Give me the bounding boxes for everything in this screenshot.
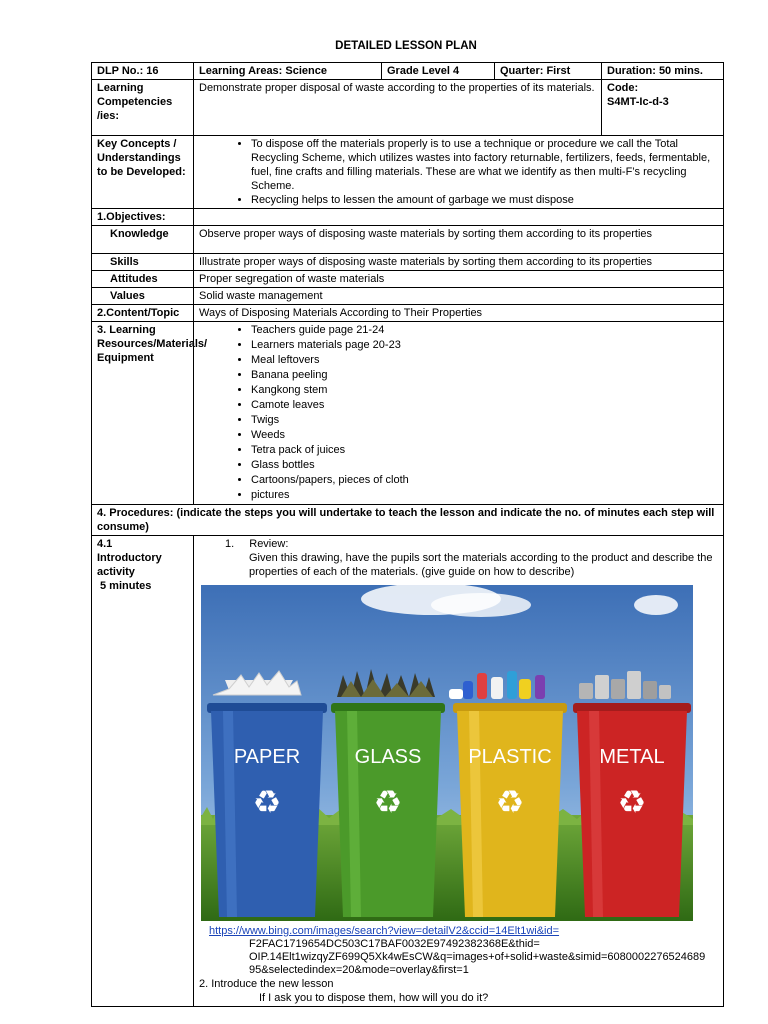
code-label: Code: xyxy=(607,82,639,94)
attitudes-row xyxy=(92,271,724,288)
resources-row xyxy=(92,322,724,505)
content-label: 2.Content/Topic xyxy=(92,305,194,322)
recycling-bins-image xyxy=(201,585,693,921)
key-concepts-label: Key Concepts / Understandings to be Developed: xyxy=(92,136,194,209)
image-source xyxy=(199,925,718,977)
list-item: • Tetra pack of juices xyxy=(251,443,718,458)
competencies-text: Demonstrate proper disposal of waste according to the properties of its materials. xyxy=(194,80,602,136)
intro-minutes: 5 minutes xyxy=(100,580,152,592)
image-source-link[interactable]: https://www.bing.com/images/search?view=detailV2&ccid=14Elt1wi&id= xyxy=(209,925,560,937)
resources-label: 3. Learning Resources/Materials/ Equipment xyxy=(92,322,194,505)
values-text: Solid waste management xyxy=(194,288,724,305)
list-item: • Learners materials page 20-23 xyxy=(251,338,718,353)
list-item: • Kangkong stem xyxy=(251,383,718,398)
recycle-icon: ♻ xyxy=(617,783,647,821)
skills-text: Illustrate proper ways of disposing waste materials by sorting them according to its properties xyxy=(194,254,724,271)
header-row xyxy=(92,63,724,80)
glass-bin-label: GLASS xyxy=(354,746,422,768)
metal-bin-label: METAL xyxy=(599,746,665,768)
list-item: • To dispose off the materials properly is to use a technique or procedure we call the Total Recycling Scheme, which utilizes wastes into factory returnable, fertilizers, feeds, fermentable, fuel, fine crafts and filling materials. These are what we identify as then multi-F’s recycling Scheme. xyxy=(251,137,718,193)
list-item: • Banana peeling xyxy=(251,368,718,383)
step-2: 2. Introduce the new lesson xyxy=(199,978,334,990)
values-row xyxy=(92,288,724,305)
list-item: • Cartoons/papers, pieces of cloth xyxy=(251,473,718,488)
intro-row xyxy=(92,536,724,1007)
recycle-icon: ♻ xyxy=(252,783,282,821)
attitudes-label: Attitudes xyxy=(92,271,194,288)
resources-list xyxy=(199,323,718,503)
objectives-row xyxy=(92,209,724,226)
review-number: 1. xyxy=(225,538,235,550)
competencies-label: Learning Competencies /ies: xyxy=(92,80,194,136)
objectives-label: 1.Objectives: xyxy=(92,209,194,226)
intro-content-cell xyxy=(194,536,724,1007)
procedures-row xyxy=(92,505,724,536)
content-row xyxy=(92,305,724,322)
key-concepts-cell xyxy=(194,136,724,209)
code-value: S4MT-Ic-d-3 xyxy=(607,96,669,108)
skills-row xyxy=(92,254,724,271)
list-item: • Glass bottles xyxy=(251,458,718,473)
knowledge-row xyxy=(92,226,724,254)
key-concepts-row xyxy=(92,136,724,209)
procedures-label: 4. Procedures: (indicate the steps you will undertake to teach the lesson and indicate the no. of minutes each step will consume) xyxy=(92,505,724,536)
intro-label: 4.1 Introductory activity xyxy=(97,538,162,578)
knowledge-text: Observe proper ways of disposing waste materials by sorting them according to its properties xyxy=(194,226,724,254)
recycle-icon: ♻ xyxy=(373,783,403,821)
intro-label-cell xyxy=(92,536,194,1007)
grade-level: Grade Level 4 xyxy=(382,63,495,80)
lesson-plan-table xyxy=(91,62,724,1007)
recycle-icon: ♻ xyxy=(495,783,525,821)
review-block xyxy=(199,537,718,579)
step-2-question: If I ask you to dispose them, how will you do it? xyxy=(259,992,489,1004)
code-cell xyxy=(602,80,724,136)
glass-bin xyxy=(331,669,445,917)
recycling-bins-illustration xyxy=(201,585,693,921)
resources-cell xyxy=(194,322,724,505)
duration: Duration: 50 mins. xyxy=(602,63,724,80)
skills-label: Skills xyxy=(92,254,194,271)
image-source-line: F2FAC1719654DC503C17BAF0032E97492382368E&thid= xyxy=(249,938,540,950)
image-source-line: OIP.14Elt1wizqyZF699Q5Xk4wEsCW&q=images+of+solid+waste&simid=6080002276524689 xyxy=(249,951,706,963)
key-concepts-list xyxy=(199,137,718,207)
dlp-number: DLP No.: 16 xyxy=(92,63,194,80)
list-item: • pictures xyxy=(251,488,718,503)
paper-bin xyxy=(207,671,327,917)
list-item: • Weeds xyxy=(251,428,718,443)
review-label: Review: xyxy=(249,538,289,550)
content-text: Ways of Disposing Materials According to Their Properties xyxy=(194,305,724,322)
quarter: Quarter: First xyxy=(495,63,602,80)
list-item: • Recycling helps to lessen the amount of garbage we must dispose xyxy=(251,193,718,207)
paper-bin-label: PAPER xyxy=(233,746,301,768)
values-label: Values xyxy=(92,288,194,305)
metal-bin xyxy=(573,671,691,917)
image-source-line: 95&selectedindex=20&mode=overlay&first=1 xyxy=(249,964,469,976)
competencies-row xyxy=(92,80,724,136)
plastic-bin xyxy=(449,671,567,917)
list-item: • Camote leaves xyxy=(251,398,718,413)
document-title: DETAILED LESSON PLAN xyxy=(335,40,477,52)
list-item: • Twigs xyxy=(251,413,718,428)
list-item: • Teachers guide page 21-24 xyxy=(251,323,718,338)
review-text: Given this drawing, have the pupils sort the materials according to the product and describe the properties of each of the materials. (give guide on how to describe) xyxy=(249,552,713,578)
attitudes-text: Proper segregation of waste materials xyxy=(194,271,724,288)
knowledge-label: Knowledge xyxy=(92,226,194,254)
learning-areas: Learning Areas: Science xyxy=(194,63,382,80)
plastic-bin-label: PLASTIC xyxy=(468,746,552,768)
list-item: • Meal leftovers xyxy=(251,353,718,368)
